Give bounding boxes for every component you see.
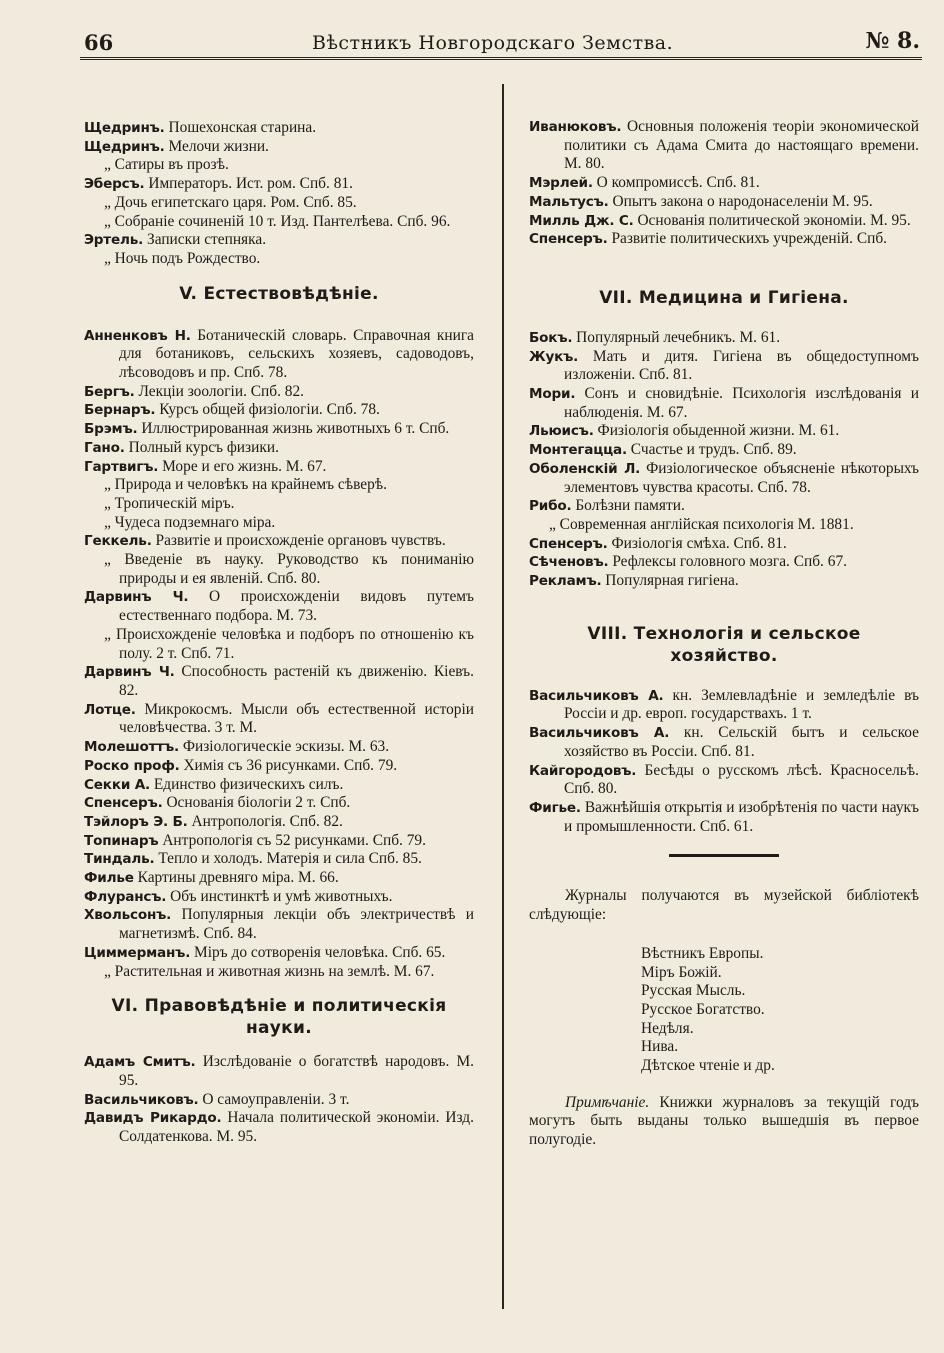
bibliography-entry	[84, 1091, 474, 1110]
bibliography-entry	[529, 385, 919, 422]
entry-author: Мэрлей.	[529, 175, 593, 192]
entry-author: Брэмъ.	[84, 421, 138, 438]
entry-text: Пошехонская старина.	[168, 119, 317, 136]
bibliography-entry	[529, 516, 919, 535]
entry-author: Сѣченовъ.	[529, 554, 609, 571]
entry-text: Лекціи зоологіи. Спб. 82.	[138, 382, 305, 400]
bibliography-entry	[84, 701, 474, 738]
entry-author: Щедринъ.	[84, 138, 165, 155]
entry-text: Физіологическіе эскизы. М. 63.	[182, 738, 390, 756]
section-heading: VI. Правовѣдѣніе и политическія науки.	[111, 996, 447, 1039]
journal-title: Вѣстникъ Новгородскаго Земства.	[312, 32, 674, 54]
bibliography-entry	[529, 348, 919, 385]
entry-text: „ Растительная и животная жизнь на землѣ. М. 67.	[104, 962, 435, 980]
entry-text: Императоръ. Ист. ром. Спб. 81.	[148, 175, 353, 193]
bibliography-entry	[84, 757, 474, 776]
bibliography-entry	[84, 327, 474, 383]
note-text: Книжки журналовъ за текущій годъ могутъ быть выданы только вышедшія въ первое полугодіе.	[529, 1093, 919, 1149]
entry-text: О происхожденіи видовъ путемъ естественнаго подбора. М. 73.	[119, 588, 474, 625]
journal-item: Русское Богатство.	[641, 1000, 765, 1018]
section-heading: VIII. Технологія и сельское хозяйство.	[587, 623, 861, 666]
bibliography-entry	[529, 572, 919, 591]
entry-author: Оболенскій Л.	[529, 460, 641, 477]
bibliography-entry	[84, 944, 474, 963]
entry-text: Тепло и холодъ. Матерія и сила Спб. 85.	[158, 850, 422, 868]
entry-text: „ Собраніе сочиненій 10 т. Изд. Пантелѣева. Спб. 96.	[104, 212, 451, 230]
entry-text: Міръ до сотворенія человѣка. Спб. 65.	[194, 943, 446, 961]
section-heading: V. Естествовѣдѣніе.	[179, 283, 379, 304]
entry-text: Антропологія. Спб. 82.	[191, 812, 343, 830]
entry-list	[529, 329, 919, 591]
entry-text: О самоуправленіи. 3 т.	[202, 1090, 350, 1108]
entry-text: „ Тропическій міръ.	[104, 494, 235, 512]
left-column	[84, 119, 474, 1147]
entry-text: Антропологія съ 52 рисунками. Спб. 79.	[162, 831, 426, 849]
entry-author: Щедринъ.	[84, 120, 165, 136]
entry-author: Эртель.	[84, 232, 144, 249]
entry-author: Иванюковъ.	[529, 119, 622, 135]
bibliography-entry	[84, 194, 474, 213]
journal-item: Вѣстникъ Европы.	[641, 944, 764, 962]
entry-author: Топинаръ	[84, 832, 159, 849]
entry-text: „ Дочь египетскаго царя. Ром. Спб. 85.	[104, 193, 357, 211]
bibliography-entry	[84, 869, 474, 888]
bibliography-entry	[529, 724, 919, 761]
entry-author: Тиндаль.	[84, 851, 155, 868]
bibliography-entry	[84, 776, 474, 795]
entry-text: Основанія политической экономіи. М. 95.	[637, 211, 911, 229]
entry-text: „ Сатиры въ прозѣ.	[104, 156, 229, 174]
bibliography-entry	[84, 213, 474, 232]
entry-list	[84, 1053, 474, 1147]
entry-author: Васильчиковъ А.	[529, 687, 664, 704]
bibliography-entry	[84, 888, 474, 907]
journal-item: Русская Мысль.	[641, 982, 746, 1000]
bibliography-entry	[529, 553, 919, 572]
entry-text: Картины древняго міра. М. 66.	[137, 869, 339, 887]
bibliography-entry	[84, 532, 474, 551]
bibliography-entry	[84, 439, 474, 458]
entry-text: кн. Землевладѣніе и земледѣліе въ Россіи и др. европ. государствахъ. 1 т.	[564, 686, 919, 723]
entry-text: Физіологія обыденной жизни. М. 61.	[597, 422, 840, 440]
bibliography-entry	[529, 687, 919, 724]
right-column	[529, 118, 919, 1150]
bibliography-entry	[529, 212, 919, 231]
entry-list	[529, 687, 919, 837]
journal-item: Нива.	[641, 1038, 679, 1056]
journal-list	[529, 945, 919, 1076]
entry-author: Гартвигъ.	[84, 458, 159, 475]
entry-text: Опытъ закона о народонаселеніи М. 95.	[612, 192, 873, 210]
bibliography-entry	[84, 813, 474, 832]
entry-text: Начала политической экономіи. Изд. Солдатенкова. М. 95.	[119, 1109, 474, 1146]
entry-author: Давидъ Рикардо.	[84, 1110, 222, 1127]
entry-text: Бесѣды о русскомъ лѣсѣ. Красносельѣ. Спб. 80.	[564, 761, 919, 798]
bibliography-entry	[529, 329, 919, 348]
entry-author: Секки А.	[84, 776, 150, 793]
entry-text: Важнѣйшія открытія и изобрѣтенія по части наукъ и промышленности. Спб. 61.	[564, 798, 919, 835]
entry-author: Спенсеръ.	[529, 535, 608, 552]
entry-text: Болѣзни памяти.	[575, 497, 685, 515]
entry-author: Фигье.	[529, 799, 581, 816]
entry-author: Бокъ.	[529, 329, 573, 346]
bibliography-entry	[84, 850, 474, 869]
page-header	[80, 22, 922, 62]
bibliography-entry	[84, 401, 474, 420]
bibliography-entry	[84, 420, 474, 439]
entry-text: „ Введеніе въ науку. Руководство къ пониманію природы и ея явленій. Спб. 80.	[104, 551, 474, 587]
entry-text: Микрокосмъ. Мысли объ естественной исторіи человѣчества. 3 т. М.	[119, 700, 474, 737]
bibliography-entry	[529, 193, 919, 212]
entry-author: Филье	[84, 870, 134, 887]
bibliography-entry	[529, 799, 919, 836]
separator-rule	[669, 854, 779, 857]
entry-text: Мать и дитя. Гигіена въ общедоступномъ изложеніи. Спб. 81.	[564, 347, 919, 384]
bibliography-entry	[84, 663, 474, 700]
entry-text: Море и его жизнь. М. 67.	[162, 457, 327, 475]
entry-text: Сонъ и сновидѣніе. Психологія изслѣдованія и наблюденія. М. 67.	[564, 385, 919, 421]
bibliography-entry	[84, 588, 474, 625]
entry-author: Гано.	[84, 439, 125, 456]
bibliography-entry	[84, 738, 474, 757]
entry-author: Васильчиковъ А.	[529, 725, 670, 742]
bibliography-entry	[529, 460, 919, 497]
bibliography-entry	[84, 906, 474, 943]
bibliography-entry	[84, 495, 474, 514]
bibliography-entry	[529, 762, 919, 799]
entry-text: Ботаническій словарь. Справочная книга для ботаниковъ, сельскихъ хозяевъ, садоводовъ, лѣсоводовъ и пр. Спб. 78.	[119, 326, 474, 382]
entry-text: Физіологія смѣха. Спб. 81.	[611, 534, 787, 552]
journal-item: Недѣля.	[641, 1019, 694, 1037]
bibliography-entry	[529, 118, 919, 174]
bibliography-entry	[529, 497, 919, 516]
bibliography-entry	[84, 119, 474, 138]
entry-text: Популярная гигіена.	[605, 572, 739, 590]
bibliography-entry	[529, 535, 919, 554]
entry-author: Циммерманъ.	[84, 944, 191, 961]
entry-list	[84, 327, 474, 982]
bibliography-entry	[84, 138, 474, 157]
entry-author: Мори.	[529, 386, 576, 403]
entry-author: Дарвинъ Ч.	[84, 589, 189, 606]
entry-author: Васильчиковъ.	[84, 1091, 199, 1108]
bibliography-entry	[84, 156, 474, 175]
entry-text: Мелочи жизни.	[168, 137, 269, 155]
entry-text: „ Современная англійская психологія М. 1881.	[549, 515, 854, 533]
bibliography-entry	[84, 250, 474, 269]
bibliography-entry	[84, 458, 474, 477]
entry-text: Счастье и трудъ. Спб. 89.	[630, 441, 797, 459]
entry-author: Молешоттъ.	[84, 739, 179, 756]
entry-text: Иллюстрированная жизнь животныхъ 6 т. Спб.	[141, 420, 450, 438]
journal-item: Дѣтское чтеніе и др.	[641, 1057, 775, 1075]
bibliography-entry	[84, 1053, 474, 1090]
entry-text: „ Ночь подъ Рождество.	[104, 249, 261, 267]
entry-author: Анненковъ Н.	[84, 327, 191, 344]
entry-author: Бернаръ.	[84, 402, 156, 419]
entry-author: Монтегацца.	[529, 442, 627, 459]
entry-text: Развитіе политическихъ учрежденій. Спб.	[611, 230, 887, 248]
entry-author: Спенсеръ.	[529, 231, 608, 248]
entry-text: Изслѣдованіе о богатствѣ народовъ. М. 95.	[119, 1053, 475, 1089]
bibliography-entry	[529, 174, 919, 193]
entry-author: Милль Дж. С.	[529, 212, 634, 229]
bibliography-entry	[529, 422, 919, 441]
page-number: 66	[84, 30, 114, 55]
entry-author: Адамъ Смитъ.	[84, 1054, 196, 1071]
journals-intro: Журналы получаются въ музейской библіотекѣ слѣдующіе:	[529, 887, 919, 924]
entry-text: Развитіе и происхожденіе органовъ чувствъ.	[155, 532, 446, 550]
entry-author: Мальтусъ.	[529, 193, 609, 210]
bibliography-entry	[84, 231, 474, 250]
entry-author: Рибо.	[529, 498, 572, 515]
entry-author: Жукъ.	[529, 348, 579, 365]
entry-author: Дарвинъ Ч.	[84, 664, 175, 681]
entry-text: Основанія біологіи 2 т. Спб.	[166, 794, 351, 812]
entry-text: О компромиссѣ. Спб. 81.	[596, 174, 760, 192]
entry-text: Рефлексы головного мозга. Спб. 67.	[612, 553, 847, 571]
entry-text: кн. Сельскій бытъ и сельское хозяйство въ Россіи. Спб. 81.	[564, 724, 920, 760]
entry-text: Популярныя лекціи объ электричествѣ и магнетизмѣ. Спб. 84.	[119, 906, 474, 943]
bibliography-entry	[84, 383, 474, 402]
entry-text: Физіологическое объясненіе нѣкоторыхъ элементовъ чувства красоты. Спб. 78.	[564, 459, 919, 496]
entry-text: Записки степняка.	[146, 231, 267, 249]
entry-text: „ Происхожденіе человѣка и подборъ по отношенію къ полу. 2 т. Спб. 71.	[104, 625, 474, 662]
entry-text: Основныя положенія теоріи экономической политики съ Адама Смита до настоящаго времени. М. 80.	[564, 118, 919, 173]
entry-author: Льюисъ.	[529, 423, 594, 440]
entry-text: „ Чудеса подземнаго міра.	[104, 513, 276, 531]
issue-number: № 8.	[865, 28, 920, 54]
entry-text: Химія съ 36 рисунками. Спб. 79.	[183, 756, 398, 774]
entry-text: Способность растеній къ движенію. Кіевъ. 82.	[119, 663, 474, 699]
section-heading: VII. Медицина и Гигіена.	[599, 287, 849, 308]
bibliography-entry	[84, 551, 474, 588]
bibliography-entry	[84, 1109, 474, 1146]
entry-author: Геккель.	[84, 533, 152, 550]
entry-author: Спенсеръ.	[84, 795, 163, 812]
entry-author: Эберсъ.	[84, 176, 145, 193]
entry-text: Единство физическихъ силъ.	[153, 775, 344, 793]
bibliography-entry	[84, 626, 474, 663]
entry-text: „ Природа и человѣкъ на крайнемъ сѣверѣ.	[104, 476, 387, 494]
bibliography-entry	[84, 832, 474, 851]
entry-text: Курсъ общей физіологіи. Спб. 78.	[159, 401, 380, 419]
bibliography-entry	[84, 175, 474, 194]
bibliography-entry	[529, 230, 919, 249]
entry-text: Объ инстинктѣ и умѣ животныхъ.	[170, 887, 393, 905]
entry-author: Хвольсонъ.	[84, 907, 172, 924]
entry-list	[84, 119, 474, 269]
entry-text: Полный курсъ физики.	[128, 438, 279, 456]
entry-list	[529, 118, 919, 249]
bibliography-entry	[84, 794, 474, 813]
bibliography-entry	[84, 514, 474, 533]
entry-author: Бергъ.	[84, 383, 135, 400]
note	[529, 1094, 919, 1150]
entry-author: Лотце.	[84, 701, 136, 718]
entry-author: Флурансъ.	[84, 888, 167, 905]
bibliography-entry	[84, 476, 474, 495]
bibliography-entry	[84, 963, 474, 982]
entry-author: Кайгородовъ.	[529, 762, 637, 779]
journal-item: Міръ Божій.	[641, 963, 722, 981]
entry-author: Рекламъ.	[529, 573, 602, 590]
header-rule	[80, 57, 922, 60]
note-label: Примѣчаніе.	[565, 1093, 650, 1111]
entry-author: Тэйлоръ Э. Б.	[84, 813, 188, 830]
column-divider	[502, 84, 504, 1309]
bibliography-entry	[529, 441, 919, 460]
entry-text: Популярный лечебникъ. М. 61.	[576, 328, 781, 346]
entry-author: Роско проф.	[84, 757, 180, 774]
